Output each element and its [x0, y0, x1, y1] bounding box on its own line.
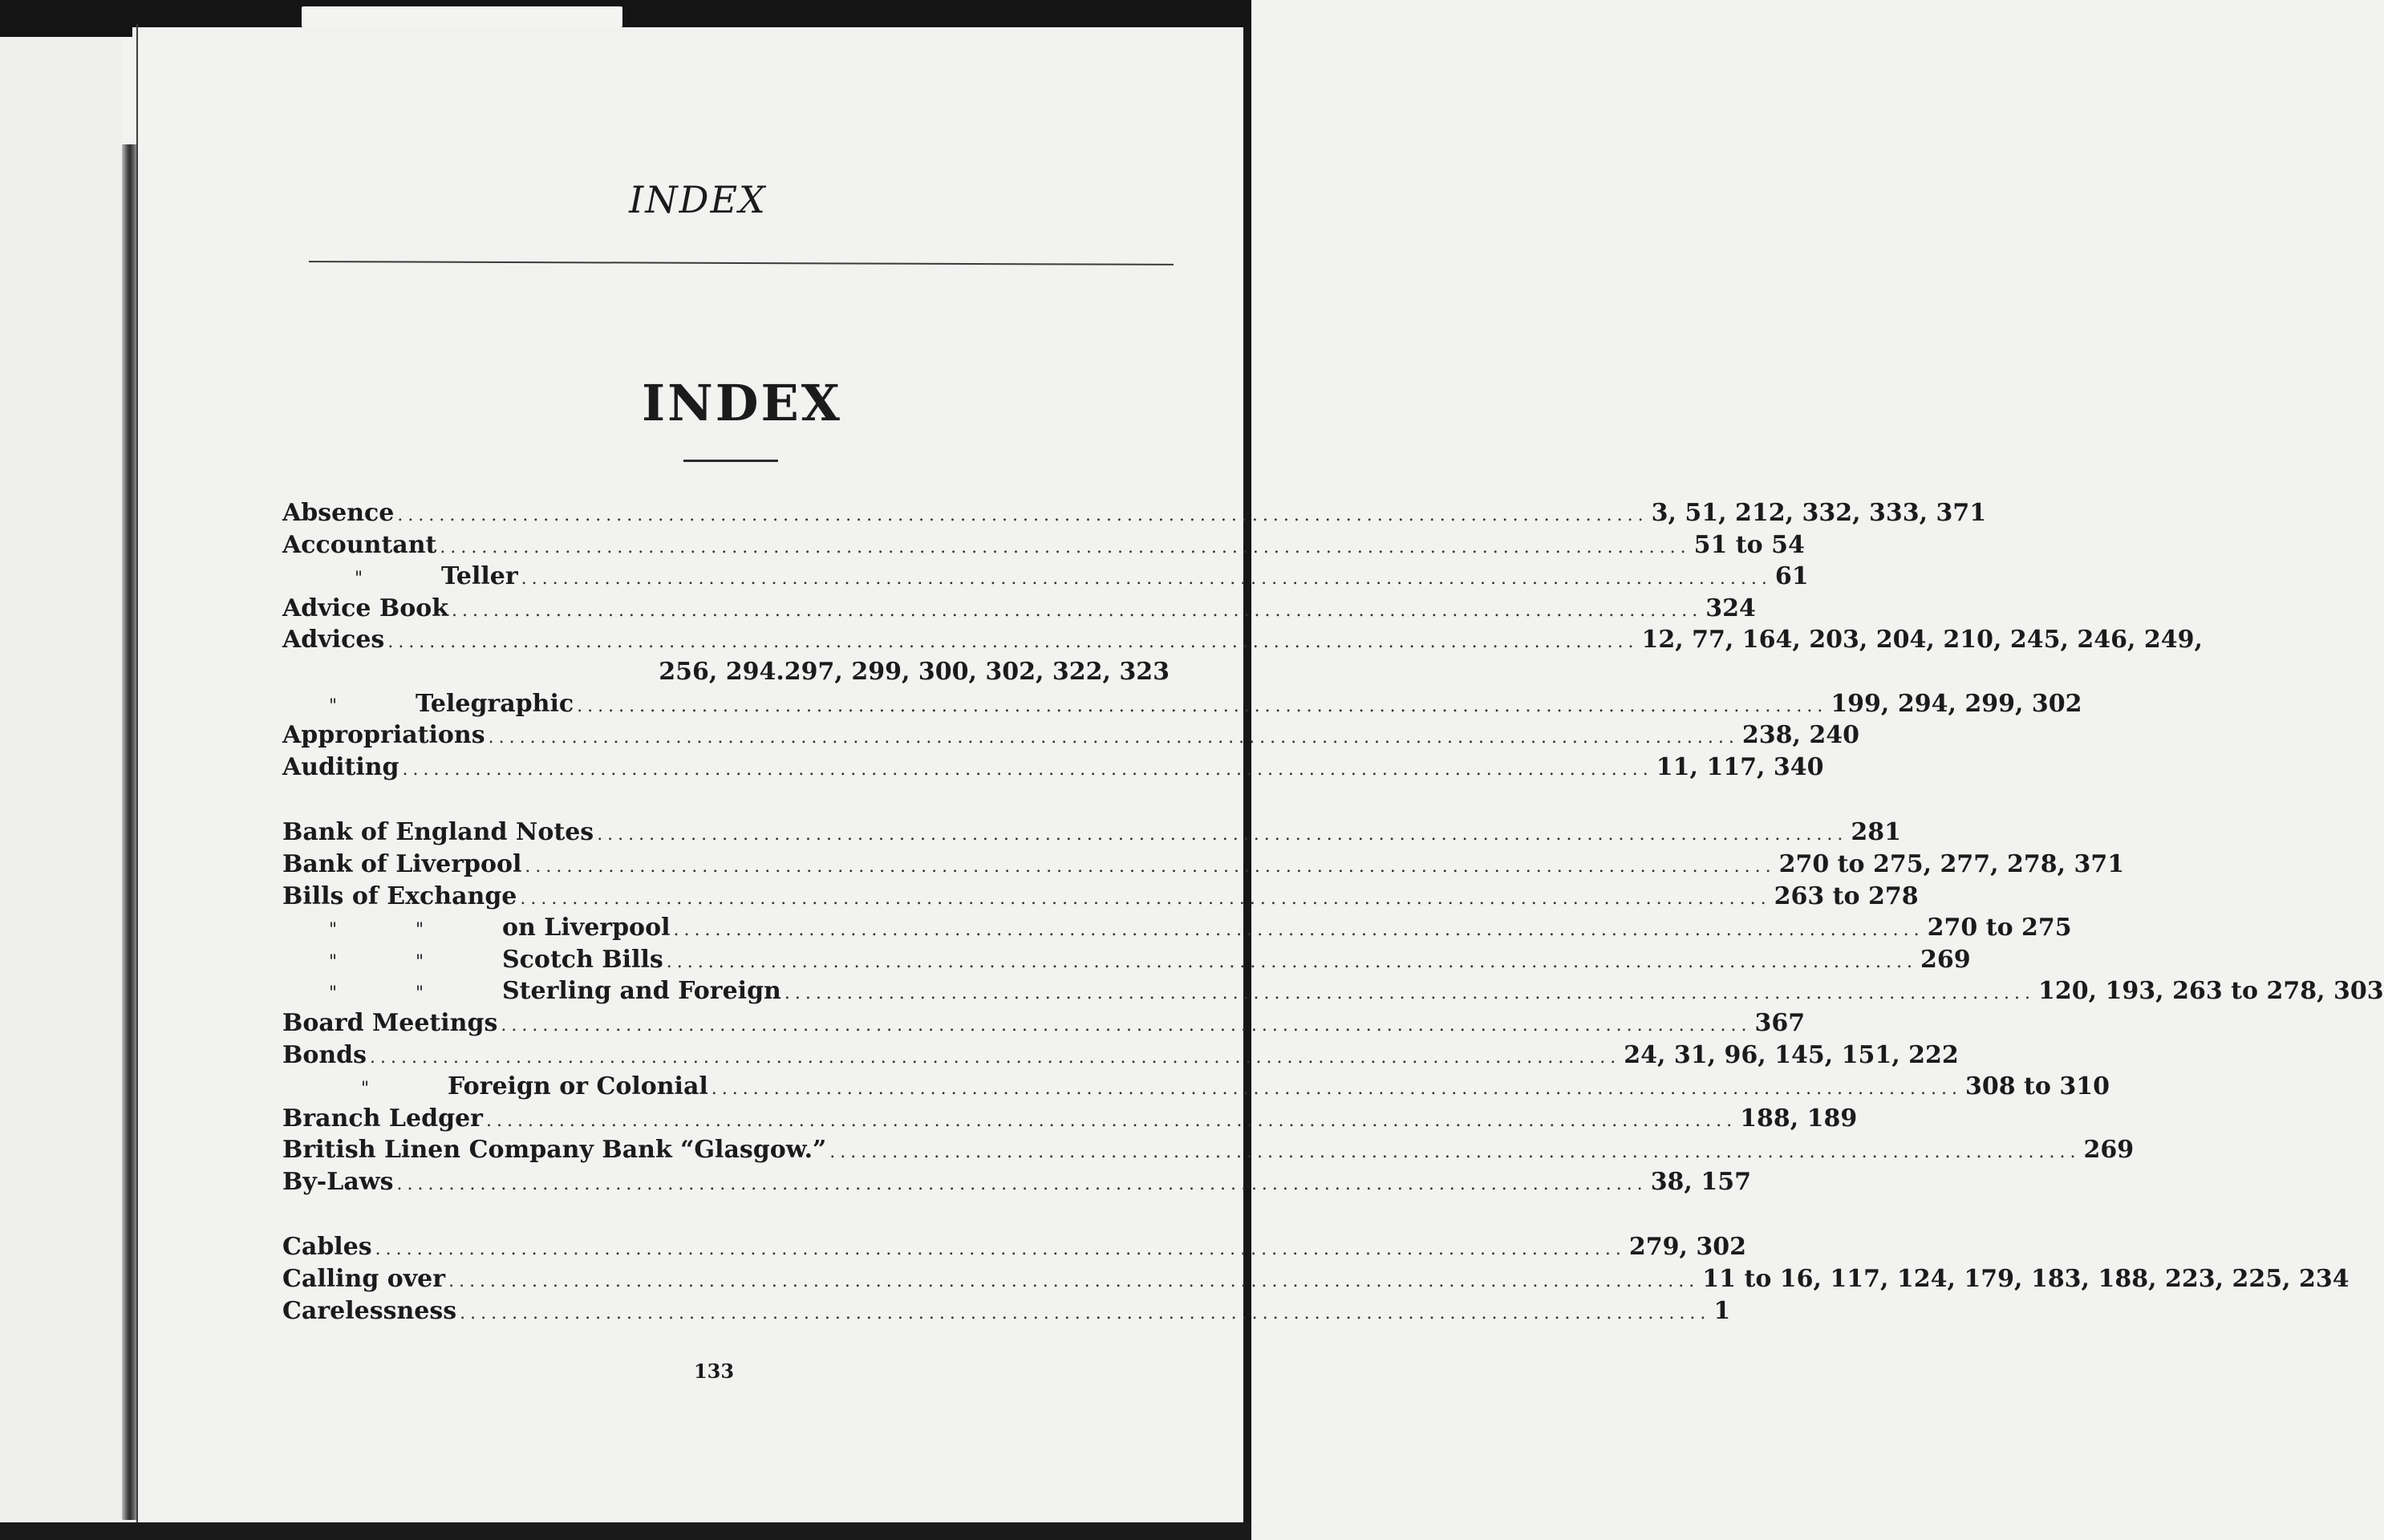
index-term-text: on Liverpool [502, 914, 671, 942]
page-number: 133 [693, 1360, 735, 1383]
dot-leader: ........................................................................................................................ [440, 537, 1691, 557]
index-entry [282, 656, 1170, 688]
dot-leader: ........................................................................................................................ [387, 632, 1639, 653]
page-references: 238, 240 [1741, 721, 1859, 750]
index-term [282, 593, 448, 625]
index-term [282, 912, 670, 946]
index-term [282, 529, 436, 561]
running-head-rule [309, 261, 1174, 265]
page-references: 11, 117, 340 [1656, 752, 1824, 781]
page-references: 367 [1754, 1008, 1806, 1037]
index-term-text: Bills of Exchange [282, 881, 517, 910]
index-term-text: Calling over [282, 1265, 446, 1294]
index-term [282, 1263, 445, 1295]
scan-bottom-border [0, 1522, 1251, 1540]
dot-leader: ........................................................................................................................ [597, 825, 1848, 845]
index-entry [282, 1103, 1858, 1135]
index-term [282, 497, 394, 529]
dot-leader: ........................................................................................................................ [577, 695, 1828, 716]
index-term [282, 1166, 394, 1198]
page-references: 38, 157 [1650, 1167, 1751, 1196]
index-entry [282, 688, 2082, 720]
dot-leader: ........................................................................................................................ [520, 888, 1771, 909]
index-term-text: Auditing [282, 752, 399, 781]
index-entry [282, 881, 1919, 913]
page-references: 199, 294, 299, 302 [1831, 689, 2082, 718]
page-references: 51 to 54 [1693, 530, 1805, 559]
page-references: 270 to 275, 277, 278, 371 [1778, 849, 2125, 878]
index-term [282, 719, 485, 752]
index-entry [282, 817, 1901, 849]
index-term-text: Advice Book [282, 594, 449, 622]
dot-leader: ........................................................................................................................ [452, 600, 1703, 621]
index-term [282, 1295, 456, 1327]
index-term [282, 881, 517, 913]
index-entry [282, 497, 1987, 529]
index-term-text: Appropriations [282, 721, 485, 750]
index-term-text: Telegraphic [416, 689, 574, 718]
dot-leader: ........................................................................................................................ [525, 856, 1776, 877]
index-term-text: British Linen Company Bank “Glasgow.” [282, 1136, 827, 1165]
index-term-text: Absence [282, 499, 395, 527]
dot-leader: ........................................................................................................................ [402, 759, 1653, 780]
dot-leader: ........................................................................................................................ [460, 1303, 1711, 1323]
dot-leader: ........................................................................................................................ [485, 1110, 1737, 1131]
ditto-mark: " [329, 695, 338, 716]
page-references: 269 [1920, 945, 1971, 974]
ditto-mark: " [329, 951, 338, 972]
page-title: INDEX [642, 374, 842, 432]
index-entry [282, 624, 2203, 656]
index-term [282, 944, 663, 979]
page-references: 279, 302 [1628, 1233, 1746, 1262]
index-entry [282, 561, 1809, 593]
index-term [282, 1134, 826, 1166]
index-term [282, 1103, 483, 1135]
page-references: 308 to 310 [1964, 1072, 2110, 1101]
page-references: 269 [2083, 1136, 2135, 1165]
index-term-text: Bank of England Notes [282, 818, 594, 847]
index-term-text: Carelessness [282, 1296, 457, 1325]
page-references: 11 to 16, 117, 124, 179, 183, 188, 223, 225, 234 [1702, 1265, 2350, 1294]
page-references: 188, 189 [1740, 1104, 1858, 1133]
dot-leader: ........................................................................................................................ [711, 1079, 1962, 1100]
index-entry [282, 752, 1824, 784]
index-term-text: By-Laws [282, 1167, 394, 1196]
index-list [282, 497, 2384, 1360]
index-term-text: Bank of Liverpool [282, 849, 522, 878]
ditto-mark: " [416, 920, 424, 941]
index-entry [282, 1263, 2350, 1295]
index-entry [282, 719, 1859, 752]
index-entry [282, 944, 1971, 976]
dot-leader: ........................................................................................................................ [448, 1271, 1700, 1292]
index-entry [282, 529, 1805, 561]
dot-leader: ........................................................................................................................ [666, 951, 1917, 972]
dot-leader: ........................................................................................................................ [501, 1015, 1752, 1035]
title-rule [683, 460, 778, 462]
index-term [282, 1007, 497, 1040]
index-term-text: Accountant [282, 530, 437, 559]
index-entry [282, 1134, 2135, 1166]
index-term [282, 1040, 367, 1072]
index-term [282, 624, 384, 656]
index-entry [282, 1295, 1731, 1327]
page-references: 256, 294.297, 299, 300, 302, 322, 323 [659, 657, 1170, 686]
index-entry [282, 1007, 1806, 1040]
index-term-text: Teller [441, 562, 518, 591]
index-group [282, 497, 2203, 783]
dot-leader: ........................................................................................................................ [396, 1173, 1648, 1194]
dot-leader: ........................................................................................................................ [397, 505, 1648, 525]
index-term [282, 752, 399, 784]
index-term-text: Advices [282, 626, 385, 654]
scan-paper-strip [302, 6, 622, 27]
left-page [0, 37, 122, 1522]
running-head: INDEX [629, 178, 767, 221]
index-term [282, 975, 781, 1010]
page-references: 120, 193, 263 to 278, 303 [2038, 977, 2384, 1006]
page-references: 270 to 275 [1927, 914, 2072, 942]
index-entry [282, 849, 2125, 881]
index-term-text: Cables [282, 1233, 372, 1262]
index-term [282, 849, 521, 881]
index-entry [282, 912, 2072, 944]
dot-leader: ........................................................................................................................ [488, 727, 1739, 748]
dot-leader: ........................................................................................................................ [829, 1142, 2081, 1163]
ditto-mark: " [416, 951, 424, 972]
page-references: 1 [1713, 1296, 1731, 1325]
page-references: 263 to 278 [1774, 881, 1919, 910]
page-references: 24, 31, 96, 145, 151, 222 [1624, 1040, 1959, 1069]
index-term-text: Foreign or Colonial [448, 1072, 708, 1101]
index-term [282, 688, 574, 723]
ditto-mark: " [416, 983, 424, 1004]
page-references: 281 [1851, 818, 1901, 847]
index-term [282, 1231, 372, 1263]
dot-leader: ........................................................................................................................ [784, 983, 2036, 1004]
index-term-text: Sterling and Foreign [502, 977, 781, 1006]
index-term-text: Scotch Bills [502, 945, 663, 974]
page-references: 12, 77, 164, 203, 204, 210, 245, 246, 249, [1641, 626, 2203, 654]
index-entry [282, 1231, 1746, 1263]
index-entry [282, 1040, 1959, 1072]
index-group [282, 1231, 2350, 1327]
page-references: 324 [1705, 594, 1756, 622]
index-term [282, 561, 518, 595]
index-term [282, 1071, 708, 1105]
index-entry [282, 593, 1756, 625]
dot-leader: ........................................................................................................................ [673, 920, 1924, 941]
page-references: 3, 51, 212, 332, 333, 371 [1651, 499, 1987, 527]
ditto-mark: " [329, 983, 338, 1004]
index-entry [282, 1071, 2110, 1103]
dot-leader: ........................................................................................................................ [521, 569, 1772, 590]
dot-leader: ........................................................................................................................ [375, 1239, 1626, 1260]
index-group [282, 817, 2384, 1198]
ditto-mark: " [355, 569, 363, 590]
index-entry [282, 975, 2384, 1007]
index-term-text: Board Meetings [282, 1008, 498, 1037]
index-term [282, 817, 594, 849]
page-gutter-line [136, 24, 138, 1524]
index-term-text: Branch Ledger [282, 1104, 483, 1133]
index-term-text: Bonds [282, 1040, 367, 1069]
page-top-edge [132, 27, 1251, 38]
dot-leader: ........................................................................................................................ [370, 1047, 1621, 1068]
ditto-mark: " [329, 920, 338, 941]
index-entry [282, 1166, 1751, 1198]
ditto-mark: " [361, 1079, 370, 1100]
book-spine [122, 144, 136, 1520]
page-references: 61 [1774, 562, 1809, 591]
